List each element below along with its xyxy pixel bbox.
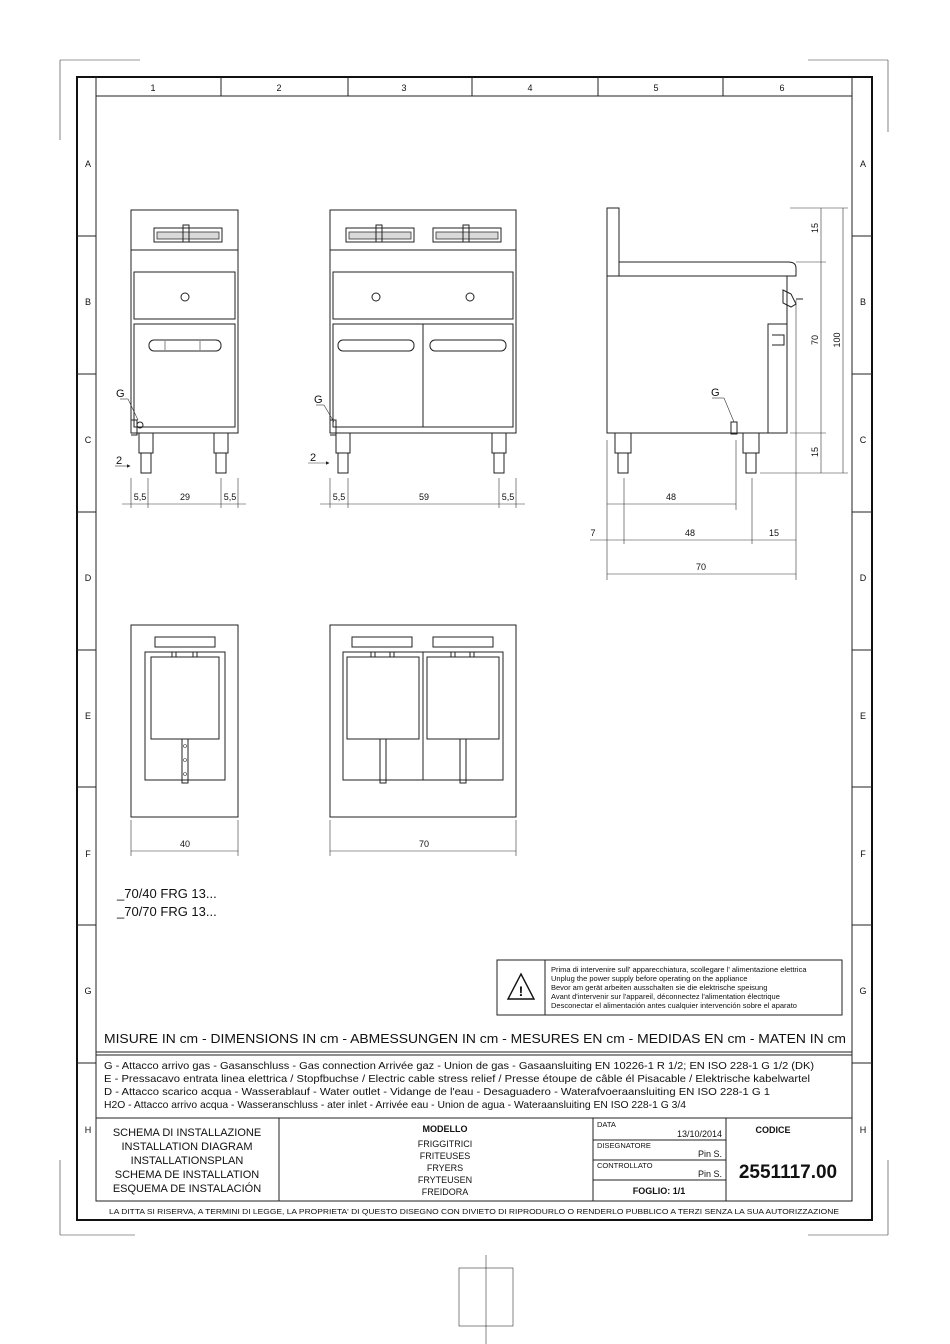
- grid-row-label: F: [85, 849, 91, 859]
- warning-line: Desconectar el alimentación antes cualquier intervención sobre el aparato: [551, 1001, 797, 1010]
- grid-row-label: D: [84, 573, 92, 583]
- top-view-double: [330, 625, 516, 856]
- dimension-label: 40: [179, 839, 191, 849]
- legend-line: E - Pressacavo entrata linea elettrica / Stopfbuchse / Electric cable stress relief / Presse étoupe de câble él Pisacable / Elektrische kabelwartel: [104, 1073, 810, 1085]
- dimension-label: 15: [768, 528, 780, 538]
- checker-value: Pin S.: [697, 1169, 722, 1179]
- dimension-label: 5,5: [332, 492, 346, 502]
- grid-row-label: H: [84, 1125, 92, 1135]
- connections-legend: [104, 1060, 814, 1111]
- front-view-single: [115, 210, 246, 508]
- grid-col-label: 5: [653, 83, 659, 93]
- dimension-label: 5,5: [223, 492, 237, 502]
- warning-box: [497, 960, 842, 1015]
- grid-row-label: D: [859, 573, 867, 583]
- grid-row-label: H: [859, 1125, 867, 1135]
- grid-col-label: 6: [779, 83, 785, 93]
- dimension-label: 2: [310, 452, 317, 464]
- designer-value: Pin S.: [697, 1149, 722, 1159]
- schema-title: ESQUEMA DE INSTALACIÓN: [112, 1183, 262, 1195]
- warning-line: Bevor am gerät arbeiten ausschalten sie die elektrische speisung: [551, 983, 768, 992]
- model-code: _70/70 FRG 13...: [117, 904, 217, 919]
- gas-connection-label: G: [116, 388, 125, 400]
- dimension-label: 15: [810, 222, 820, 234]
- copyright-disclaimer: LA DITTA SI RISERVA, A TERMINI DI LEGGE, LA PROPRIETA' DI QUESTO DISEGNO CON DIVIETO DI RIPRODURLO O RENDERLO PUBBLICO A TERZI SENZA LA SUA AUTORIZZAZIONE: [109, 1207, 839, 1216]
- grid-row-label: B: [859, 297, 867, 307]
- legend-line: G - Attacco arrivo gas - Gasanschluss - Gas connection Arrivée gaz - Union de gas - Gasaansluiting EN 10226-1 R 1/2; EN ISO 228-1 G 1/2 (DK): [104, 1060, 814, 1072]
- designer-label: DISEGNATORE: [597, 1141, 651, 1150]
- grid-row-label: G: [84, 986, 92, 996]
- gas-connection-label: G: [711, 387, 720, 399]
- date-value: 13/10/2014: [676, 1129, 722, 1139]
- checked-label: CONTROLLATO: [597, 1161, 653, 1170]
- model-name: FRYERS: [426, 1163, 464, 1173]
- grid-row-label: A: [84, 159, 92, 169]
- model-name: FRYTEUSEN: [417, 1175, 473, 1185]
- warning-line: Prima di intervenire sull' apparecchiatura, scollegare l' alimentazione elettrica: [551, 965, 807, 974]
- dimension-label: 70: [418, 839, 430, 849]
- date-label: DATA: [597, 1120, 616, 1129]
- schema-title: SCHEMA DE INSTALLATION: [114, 1169, 260, 1181]
- dimension-label: 5,5: [501, 492, 515, 502]
- warning-line: Unplug the power supply before operating on the appliance: [551, 974, 748, 983]
- model-code: _70/40 FRG 13...: [117, 886, 217, 901]
- model-name: FRITEUSES: [419, 1151, 471, 1161]
- dimension-label: 48: [665, 492, 677, 502]
- dimension-label: 100: [832, 332, 842, 348]
- dimension-label: 70: [810, 334, 820, 346]
- svg-text:!: !: [518, 983, 524, 999]
- grid-col-label: 4: [527, 83, 533, 93]
- grid-row-label: A: [859, 159, 867, 169]
- model-label: MODELLO: [422, 1124, 468, 1134]
- dimension-label: 5,5: [133, 492, 147, 502]
- grid-row-label: C: [859, 435, 867, 445]
- grid-row-label: G: [859, 986, 867, 996]
- grid-columns: [150, 77, 784, 96]
- grid-col-label: 1: [150, 83, 156, 93]
- schema-title: SCHEMA DI INSTALLAZIONE: [112, 1127, 262, 1139]
- grid-col-label: 2: [276, 83, 282, 93]
- gas-connection-label: G: [314, 394, 323, 406]
- sheet-number: FOGLIO: 1/1: [632, 1186, 686, 1196]
- dimension-label: 7: [590, 528, 596, 538]
- dimension-label: 59: [418, 492, 430, 502]
- grid-col-label: 3: [401, 83, 407, 93]
- warning-line: Avant d'intervenir sur l'appareil, déconnectez l'alimentation électrique: [551, 992, 780, 1001]
- grid-row-label: B: [84, 297, 92, 307]
- product-code: 2551117.00: [738, 1162, 838, 1183]
- model-name: FREIDORA: [421, 1187, 469, 1197]
- code-label: CODICE: [755, 1125, 791, 1135]
- side-view: [590, 208, 848, 580]
- top-view-single: [131, 625, 238, 856]
- grid-row-label: C: [84, 435, 92, 445]
- dimension-label: 29: [179, 492, 191, 502]
- front-view-double: [308, 210, 525, 508]
- model-name: FRIGGITRICI: [417, 1139, 473, 1149]
- dimension-label: 48: [684, 528, 696, 538]
- schema-title: INSTALLATIONSPLAN: [130, 1155, 244, 1167]
- legend-line: D - Attacco scarico acqua - Wasserablauf - Water outlet - Vidange de l'eau - Desaguadero - Waterafvoeraansluiting EN ISO 228-1 G 1: [104, 1086, 771, 1098]
- dimension-label: 70: [695, 562, 707, 572]
- title-block: [96, 1118, 852, 1201]
- legend-line: H2O - Attacco arrivo acqua - Wasseranschluss - ater inlet - Arrivée eau - Union de agua - Wateraansluiting EN ISO 228-1 G 3/4: [104, 1099, 687, 1111]
- dimension-label: 2: [116, 455, 123, 467]
- dimensions-caption: MISURE IN cm - DIMENSIONS IN cm - ABMESSUNGEN IN cm - MESURES EN cm - MEDIDAS EN cm - MATEN IN cm: [104, 1032, 846, 1046]
- grid-row-label: F: [860, 849, 866, 859]
- grid-row-label: E: [859, 711, 867, 721]
- schema-title: INSTALLATION DIAGRAM: [121, 1141, 253, 1153]
- grid-row-label: E: [84, 711, 92, 721]
- dimension-label: 15: [810, 446, 820, 458]
